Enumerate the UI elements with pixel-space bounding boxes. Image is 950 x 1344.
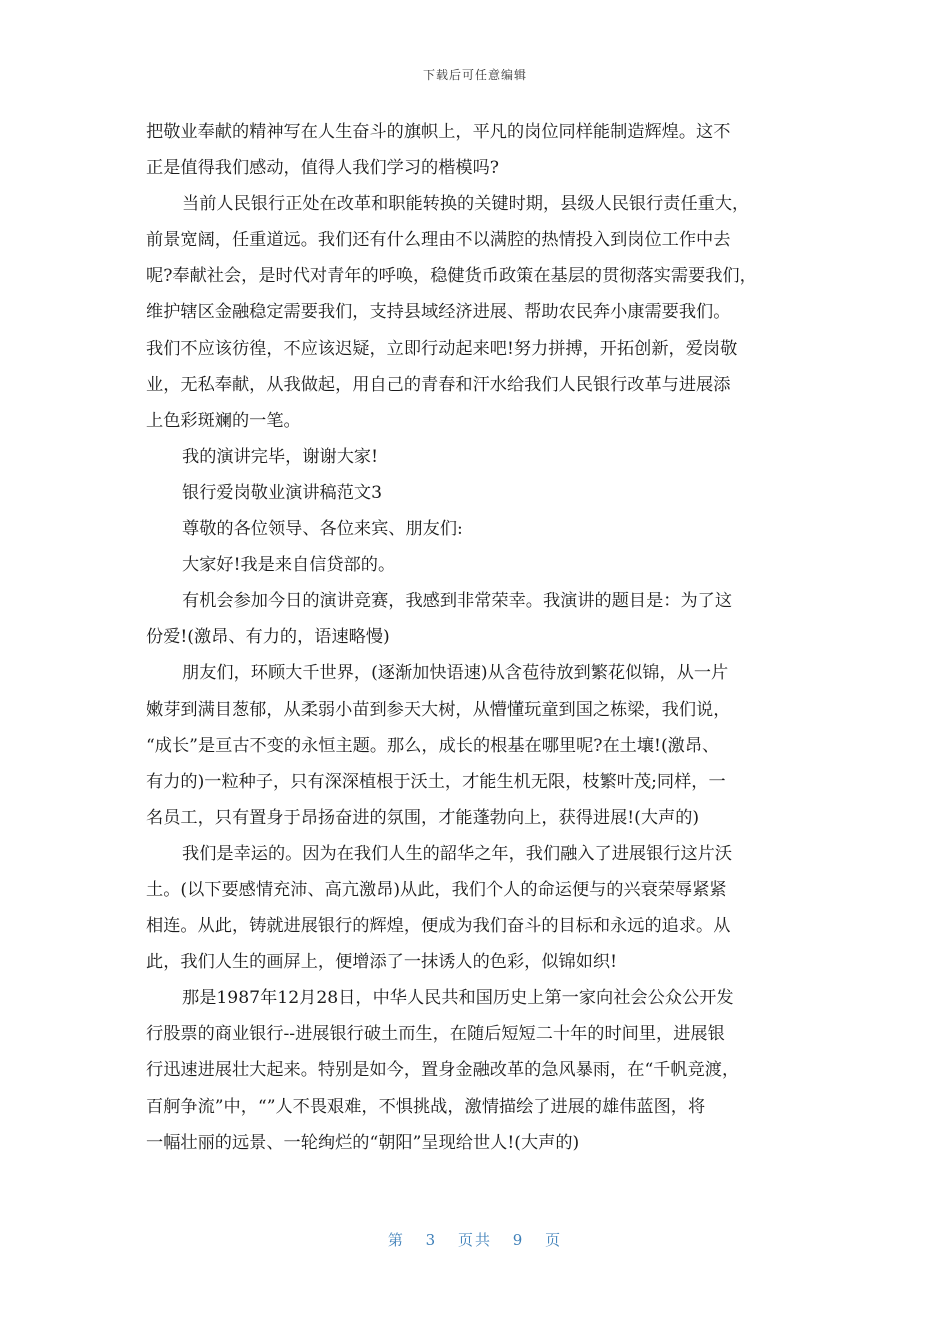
text-line: 银行爱岗敬业演讲稿范文3 — [182, 482, 382, 503]
text-line: 正是值得我们感动，值得人我们学习的楷模吗? — [146, 158, 499, 179]
text-line: 大家好!我是来自信贷部的。 — [182, 555, 396, 576]
text-line: 我们是幸运的。因为在我们人生的韶华之年，我们融入了进展银行这片沃 — [182, 843, 733, 864]
text-line: 嫩芽到满目葱郁，从柔弱小苗到参天大树，从懵懂玩童到国之栋梁，我们说， — [146, 699, 731, 720]
text-line: “成长”是亘古不变的永恒主题。那么，成长的根基在哪里呢?在土壤!(激昂、 — [146, 735, 720, 756]
text-line: 那是1987年12月28日，中华人民共和国历史上第一家向社会公众公开发 — [182, 988, 734, 1009]
text-line: 我的演讲完毕，谢谢大家! — [182, 446, 378, 467]
text-line: 相连。从此，铸就进展银行的辉煌，便成为我们奋斗的目标和永远的追求。从 — [146, 916, 731, 937]
text-line: 呢?奉献社会，是时代对青年的呼唤，稳健货币政策在基层的贯彻落实需要我们， — [146, 266, 757, 287]
text-line: 有力的)一粒种子，只有深深植根于沃土，才能生机无限，枝繁叶茂;同样，一 — [146, 771, 726, 792]
text-line: 把敬业奉献的精神写在人生奋斗的旗帜上，平凡的岗位同样能制造辉煌。这不 — [146, 122, 731, 142]
text-line: 份爱!(激昂、有力的，语速略慢) — [146, 627, 390, 648]
text-line: 业，无私奉献，从我做起，用自己的青春和汗水给我们人民银行改革与进展添 — [146, 374, 731, 395]
text-line: 行股票的商业银行--进展银行破土而生，在随后短短二十年的时间里，进展银 — [146, 1024, 725, 1045]
text-line: 维护辖区金融稳定需要我们，支持县域经济进展、帮助农民奔小康需要我们。 — [146, 302, 731, 323]
page-number: 第 3 页共 9 页 — [387, 1231, 563, 1249]
text-line: 百舸争流”中，“”人不畏艰难，不惧挑战，激情描绘了进展的雄伟蓝图，将 — [146, 1096, 706, 1117]
text-line: 前景宽阔，任重道远。我们还有什么理由不以满腔的热情投入到岗位工作中去 — [146, 230, 731, 251]
text-line: 行迅速进展壮大起来。特别是如今，置身金融改革的急风暴雨，在“千帆竞渡， — [146, 1060, 740, 1081]
document-body — [146, 114, 816, 1161]
text-line: 有机会参加今日的演讲竞赛，我感到非常荣幸。我演讲的题目是：为了这 — [182, 591, 733, 612]
text-line: 土。(以下要感情充沛、高亢激昂)从此，我们个人的命运便与的兴衰荣辱紧紧 — [146, 879, 727, 900]
page-header: 下载后可任意编辑 — [422, 68, 527, 82]
text-line: 尊敬的各位领导、各位来宾、朋友们: — [182, 519, 463, 540]
text-line: 上色彩斑斓的一笔。 — [146, 410, 301, 431]
text-line: 一幅壮丽的远景、一轮绚烂的“朝阳”呈现给世人!(大声的) — [146, 1132, 580, 1153]
text-line: 我们不应该彷徨，不应该迟疑，立即行动起来吧!努力拼搏，开拓创新，爱岗敬 — [146, 338, 738, 359]
text-line: 朋友们，环顾大千世界，(逐渐加快语速)从含苞待放到繁花似锦，从一片 — [182, 663, 729, 684]
text-line: 当前人民银行正处在改革和职能转换的关键时期，县级人民银行责任重大， — [182, 194, 750, 215]
text-line: 此，我们人生的画屏上，便增添了一抹诱人的色彩，似锦如织! — [146, 952, 617, 973]
text-line: 名员工，只有置身于昂扬奋进的氛围，才能蓬勃向上，获得进展!(大声的) — [146, 807, 700, 828]
